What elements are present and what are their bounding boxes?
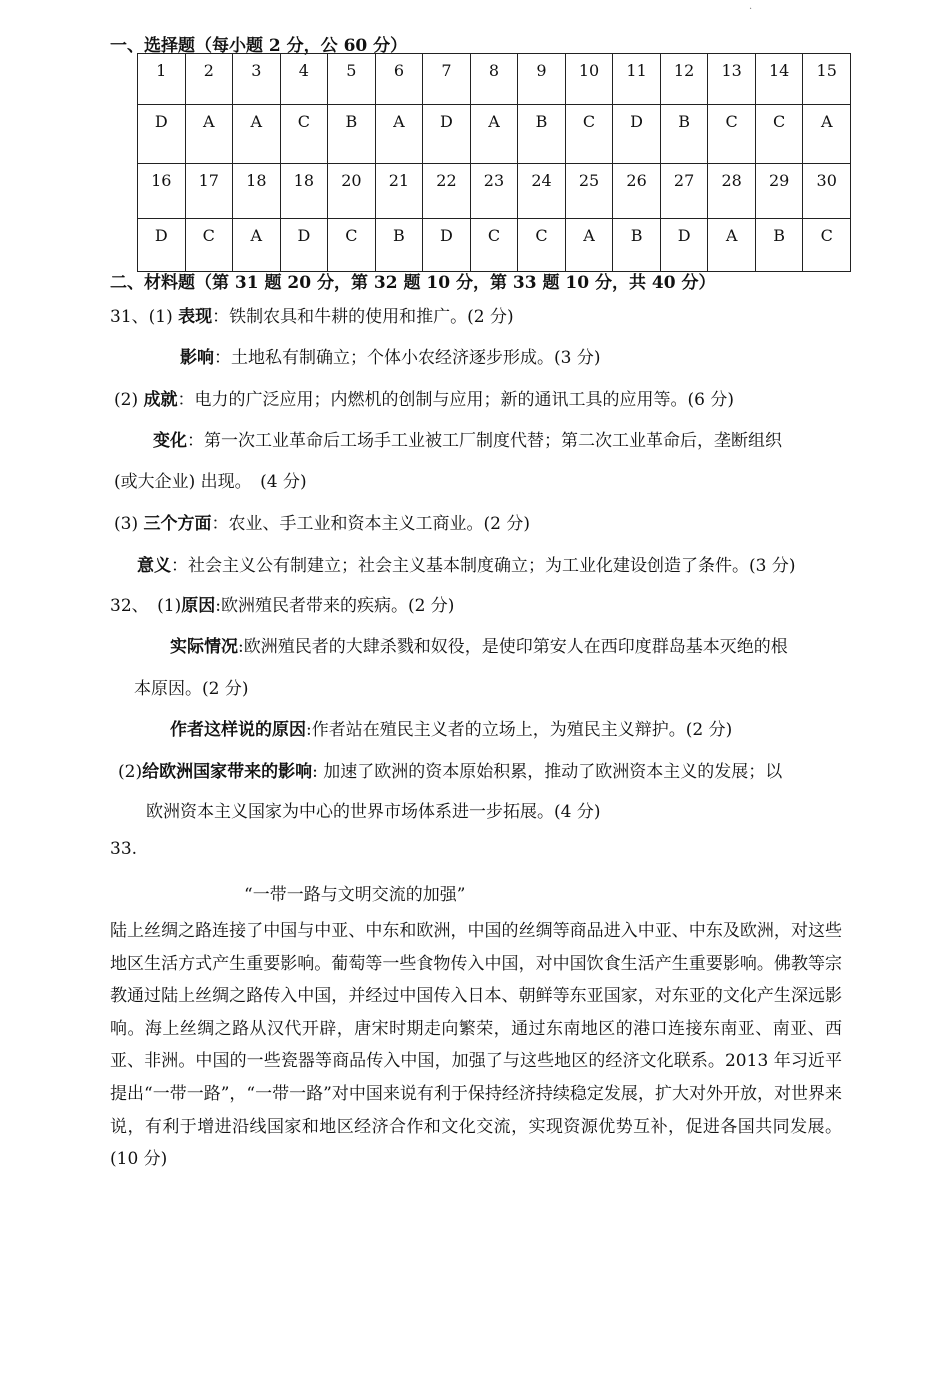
table-cell: A — [233, 219, 281, 272]
answer-row-1 — [138, 105, 851, 164]
q31-part1-label: 表现 — [178, 307, 213, 327]
table-cell: 6 — [375, 54, 423, 105]
q32-part1-label: 原因 — [181, 596, 216, 616]
q31-part1-impact — [180, 343, 600, 368]
table-cell: C — [565, 105, 613, 164]
table-cell: A — [233, 105, 281, 164]
q31-part3-significance-text: ：社会主义公有制建立；社会主义基本制度确立；为工业化建设创造了条件。(3 分) — [171, 556, 796, 576]
q32-part2-number: (2) — [118, 762, 143, 782]
table-cell: 14 — [755, 54, 803, 105]
table-cell: 2 — [185, 54, 233, 105]
table-cell: A — [565, 219, 613, 272]
table-cell: C — [708, 105, 756, 164]
table-cell: 8 — [470, 54, 518, 105]
table-cell: 7 — [423, 54, 471, 105]
q33-number: 33. — [110, 839, 138, 859]
table-cell: D — [423, 105, 471, 164]
q31-part1 — [110, 302, 514, 327]
table-cell: 13 — [708, 54, 756, 105]
table-cell: C — [280, 105, 328, 164]
table-cell: 12 — [660, 54, 708, 105]
table-cell: C — [755, 105, 803, 164]
table-cell: 9 — [518, 54, 566, 105]
q32-part2-cont: 欧洲资本主义国家为中心的世界市场体系进一步拓展。(4 分) — [146, 802, 601, 822]
table-cell: 30 — [803, 164, 851, 219]
q32-part1-author-reason-text: :作者站在殖民主义者的立场上，为殖民主义辩护。(2 分) — [306, 720, 733, 740]
q32-part1-text: :欧洲殖民者带来的疾病。(2 分) — [215, 596, 455, 616]
section-1-title: 一、选择题（每小题 2 分，公 60 分） — [110, 36, 408, 56]
corner-mark: · — [749, 4, 753, 15]
answer-table — [137, 53, 851, 272]
q31-part2-change — [153, 426, 782, 451]
table-cell: C — [328, 219, 376, 272]
table-cell: 16 — [138, 164, 186, 219]
q32-part1-actual — [170, 632, 788, 657]
table-cell: D — [660, 219, 708, 272]
table-cell: 20 — [328, 164, 376, 219]
question-number-row-2 — [138, 164, 851, 219]
table-cell: 5 — [328, 54, 376, 105]
q31-part3 — [114, 509, 530, 534]
table-cell: B — [328, 105, 376, 164]
q31-part1-impact-text: ：土地私有制确立；个体小农经济逐步形成。(3 分) — [214, 348, 601, 368]
q31-part3-label: 三个方面 — [143, 514, 212, 534]
table-cell: C — [518, 219, 566, 272]
table-cell: 21 — [375, 164, 423, 219]
table-cell: 22 — [423, 164, 471, 219]
table-cell: D — [138, 105, 186, 164]
table-cell: A — [470, 105, 518, 164]
table-cell: 29 — [755, 164, 803, 219]
q31-part1-number: 31、(1) — [110, 307, 179, 327]
table-cell: 23 — [470, 164, 518, 219]
q32-part1-actual-label: 实际情况 — [170, 637, 238, 657]
table-cell: A — [708, 219, 756, 272]
q32-part1-actual-text: :欧洲殖民者的大肆杀戮和奴役，是使印第安人在西印度群岛基本灭绝的根 — [238, 637, 788, 657]
q32-part1-actual-cont: 本原因。(2 分) — [134, 679, 249, 699]
table-cell: D — [138, 219, 186, 272]
q31-part3-significance — [137, 551, 795, 576]
table-cell: B — [660, 105, 708, 164]
table-cell: 25 — [565, 164, 613, 219]
q32-part2-label: 给欧洲国家带来的影响 — [142, 762, 313, 782]
q32-part2-text: : 加速了欧洲的资本原始积累，推动了欧洲资本主义的发展；以 — [312, 762, 783, 782]
section-2-title: 二、材料题（第 31 题 20 分，第 32 题 10 分，第 33 题 10 分，共 40 分） — [110, 273, 716, 293]
table-cell: 24 — [518, 164, 566, 219]
table-cell: D — [613, 105, 661, 164]
q31-part2-text: ：电力的广泛应用；内燃机的创制与应用；新的通讯工具的应用等。(6 分) — [177, 390, 734, 410]
q31-part3-number: (3) — [114, 514, 144, 534]
q31-part2-number: (2) — [114, 390, 144, 410]
q31-part3-text: ：农业、手工业和资本主义工商业。(2 分) — [211, 514, 530, 534]
q32-part1 — [110, 591, 454, 616]
table-cell: 4 — [280, 54, 328, 105]
table-cell: 18 — [280, 164, 328, 219]
q32-part1-author-reason-label: 作者这样说的原因 — [170, 720, 306, 740]
q31-part1-text: ：铁制农具和牛耕的使用和推广。(2 分) — [212, 307, 514, 327]
table-cell: A — [375, 105, 423, 164]
question-number-row-1 — [138, 54, 851, 105]
table-cell: D — [280, 219, 328, 272]
table-cell: 17 — [185, 164, 233, 219]
table-cell: B — [613, 219, 661, 272]
q33-essay-title: “一带一路与文明交流的加强” — [244, 885, 466, 905]
q32-part2 — [118, 757, 782, 782]
q31-part3-significance-label: 意义 — [137, 556, 171, 576]
answer-row-2 — [138, 219, 851, 272]
table-cell: C — [803, 219, 851, 272]
table-cell: B — [518, 105, 566, 164]
q33-essay-body: 陆上丝绸之路连接了中国与中亚、中东和欧洲，中国的丝绸等商品进入中亚、中东及欧洲，对这些地区生活方式产生重要影响。葡萄等一些食物传入中国，对中国饮食生活产生重要影响。佛教等宗教通过陆上丝绸之路传入中国，并经过中国传入日本、朝鲜等东亚国家，对东亚的文化产生深远影响。海上丝绸之路从汉代开辟，唐宋时期走向繁荣，通过东南地区的港口连接东南亚、南亚、西亚、非洲。中国的一些瓷器等商品传入中国，加强了与这些地区的经济文化联系。2013 年习近平提出“一带一路”，“一带一路”对中国来说有利于保持经济持续稳定发展，扩大对外开放，对世界来说，有利于增进沿线国家和地区经济合作和文化交流，实现资源优势互补，促进各国共同发展。(10 分) — [110, 921, 842, 1170]
q31-part2-label: 成就 — [143, 390, 178, 410]
table-cell: C — [185, 219, 233, 272]
table-cell: 28 — [708, 164, 756, 219]
q31-part2 — [114, 385, 734, 410]
table-cell: 10 — [565, 54, 613, 105]
table-cell: A — [803, 105, 851, 164]
table-cell: 26 — [613, 164, 661, 219]
table-cell: 27 — [660, 164, 708, 219]
table-cell: 18 — [233, 164, 281, 219]
q31-part2-change-label: 变化 — [153, 431, 187, 451]
table-cell: A — [185, 105, 233, 164]
table-cell: 11 — [613, 54, 661, 105]
q31-part1-impact-label: 影响 — [180, 348, 214, 368]
table-cell: B — [375, 219, 423, 272]
table-cell: C — [470, 219, 518, 272]
q32-part1-number: 32、 (1) — [110, 596, 182, 616]
table-cell: 15 — [803, 54, 851, 105]
q32-part1-author-reason — [170, 715, 732, 740]
table-cell: 3 — [233, 54, 281, 105]
q31-part2-change-text: ：第一次工业革命后工场手工业被工厂制度代替；第二次工业革命后，垄断组织 — [187, 431, 782, 451]
q31-part2-change-cont: (或大企业) 出现。 (4 分) — [114, 472, 307, 492]
table-cell: 1 — [138, 54, 186, 105]
table-cell: B — [755, 219, 803, 272]
table-cell: D — [423, 219, 471, 272]
